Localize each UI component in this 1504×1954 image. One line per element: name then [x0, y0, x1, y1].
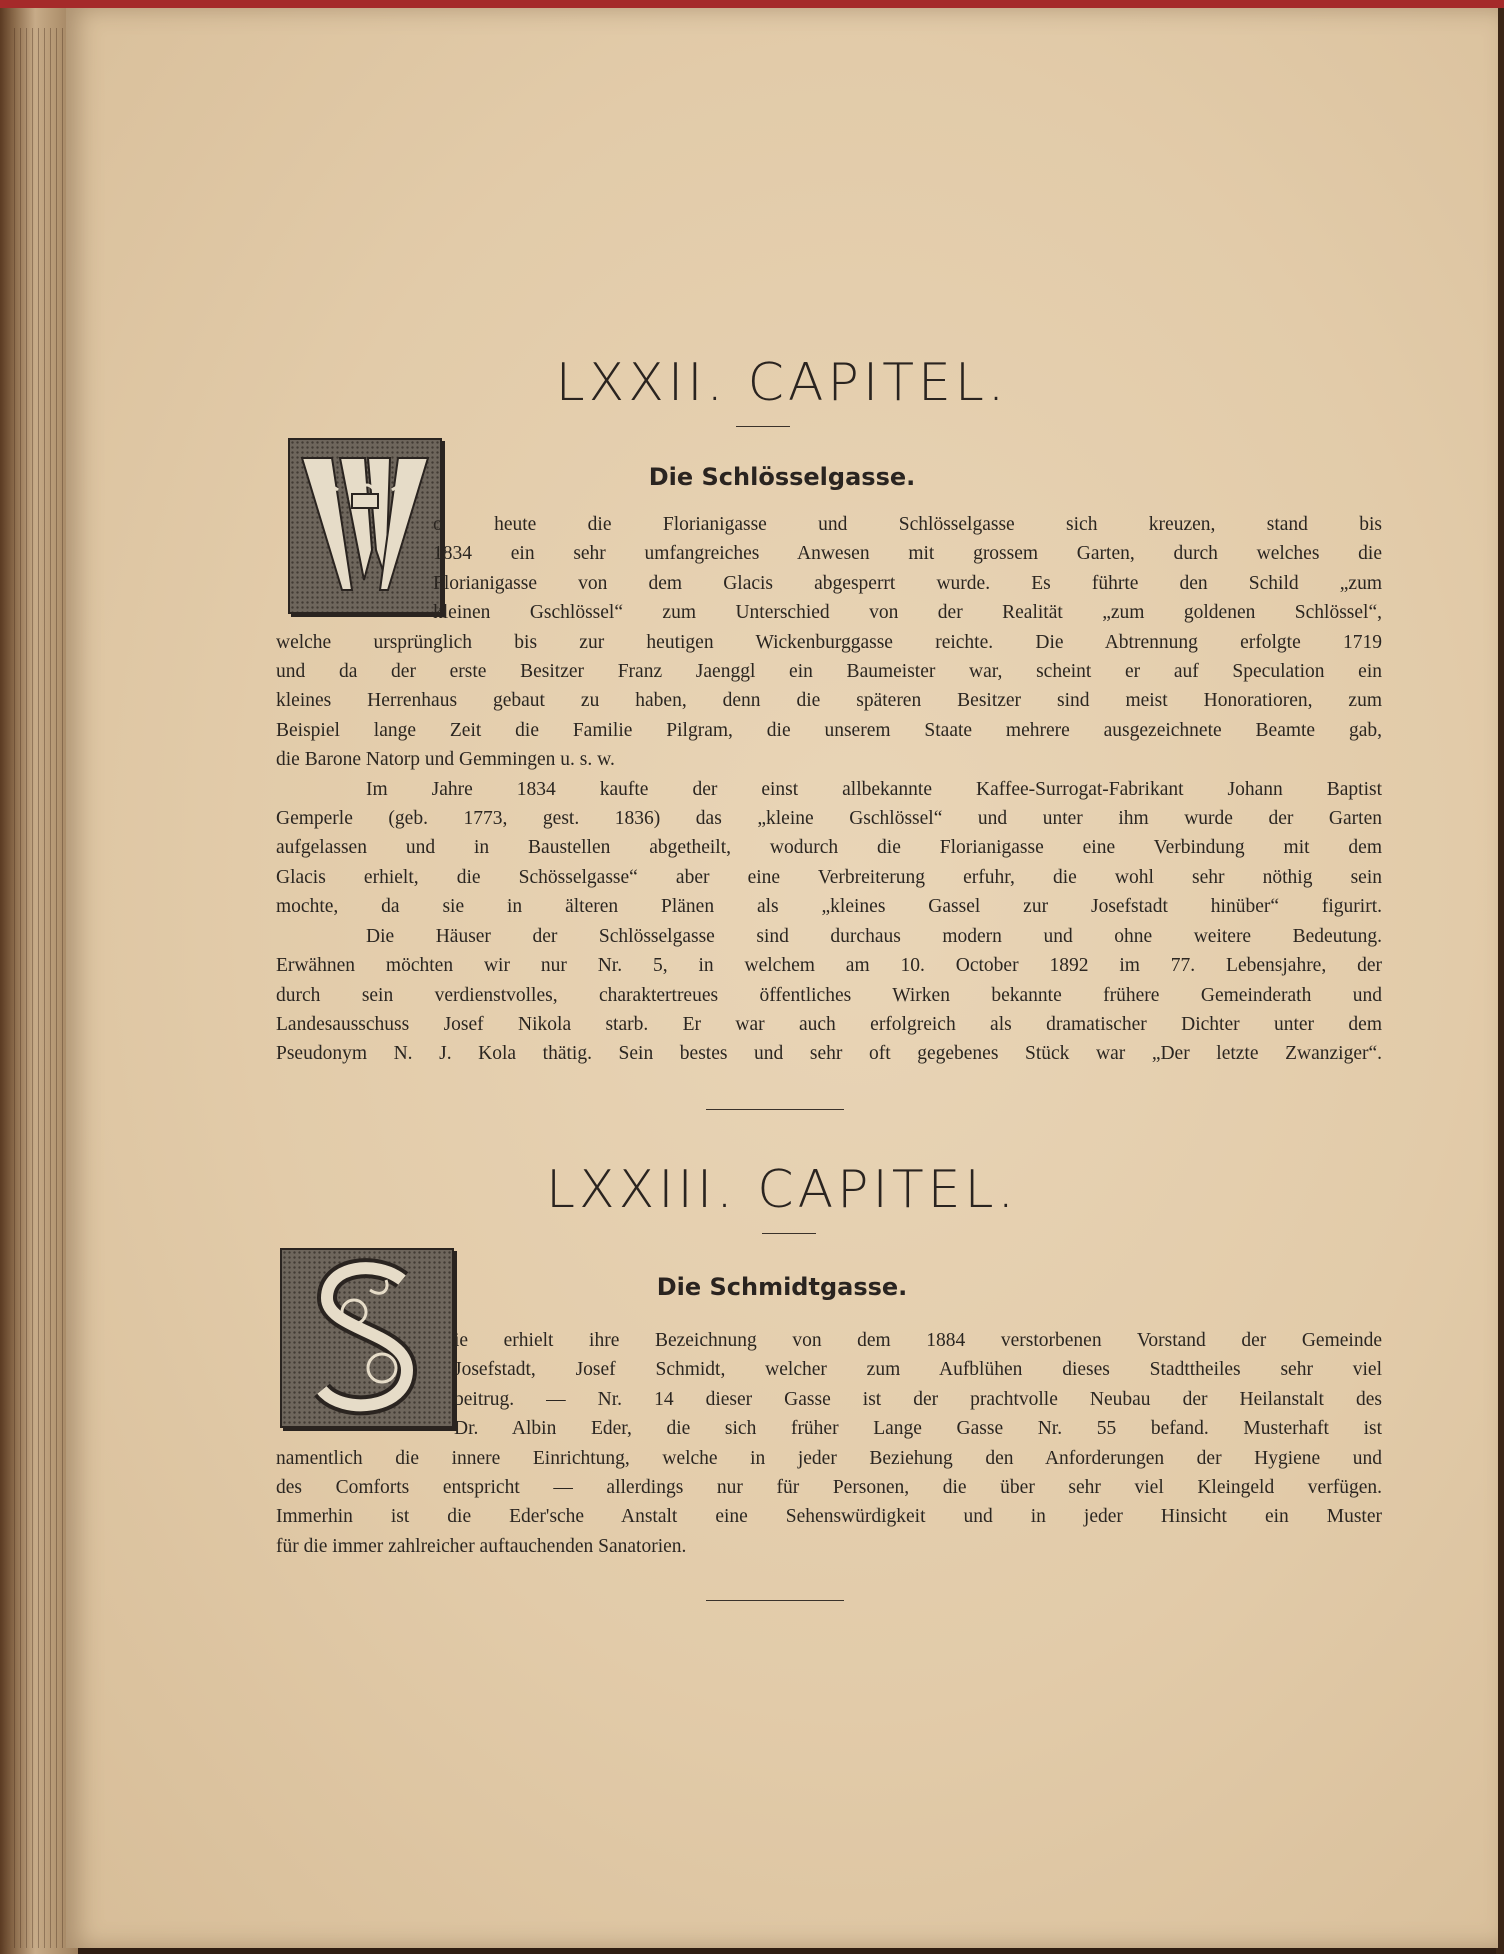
chapter-title-lxxii: LXXII. CAPITEL. [555, 353, 1009, 413]
book-page [66, 8, 1498, 1948]
text-line: Josefstadt, Josef Schmidt, welcher zum Aufblühen dieses Stadttheiles sehr viel [454, 1359, 1382, 1381]
text-line: mochte, da sie in älteren Plänen als „kleines Gassel zur Josefstadt hinüber“ figurirt. [276, 896, 1382, 918]
text-line: ie erhielt ihre Bezeichnung von dem 1884 verstorbenen Vorstand der Gemeinde [454, 1330, 1382, 1351]
text-line: Gemperle (geb. 1773, gest. 1836) das „kleine Gschlössel“ und unter ihm wurde der Garten [276, 808, 1382, 830]
text-line: Immerhin ist die Eder'sche Anstalt eine Sehenswürdigkeit und in jeder Hinsicht ein Muster [276, 1506, 1382, 1528]
text-line: Pseudonym N. J. Kola thätig. Sein bestes und sehr oft gegebenes Stück war „Der letzte Zwanziger“. [276, 1043, 1382, 1065]
chapter-lxxii-body [276, 510, 1382, 1069]
text-line: welche ursprünglich bis zur heutigen Wickenburggasse reichte. Die Abtrennung erfolgte 1719 [276, 631, 1382, 653]
section-divider [706, 1600, 844, 1601]
text-line: Glacis erhielt, die Schösselgasse“ aber eine Verbreiterung erfuhr, die wohl sehr nöthig sein [276, 866, 1382, 888]
chapter-lxxiii-body [276, 1326, 1382, 1561]
text-line: Erwähnen möchten wir nur Nr. 5, in welchem am 10. October 1892 im 77. Lebensjahre, der [276, 955, 1382, 977]
title-rule [736, 426, 790, 427]
text-line: Dr. Albin Eder, die sich früher Lange Gasse Nr. 55 befand. Musterhaft ist [454, 1418, 1382, 1440]
text-line: Im Jahre 1834 kaufte der einst allbekannte Kaffee-Surrogat-Fabrikant Johann Baptist [366, 778, 1382, 800]
text-line: kleinen Gschlössel“ zum Unterschied von der Realität „zum goldenen Schlössel“, [433, 602, 1382, 624]
text-line: durch sein verdienstvolles, charaktertreues öffentliches Wirken bekannte frühere Gemeinderath und [276, 984, 1382, 1006]
text-line: namentlich die innere Einrichtung, welche in jeder Beziehung den Anforderungen der Hygiene und [276, 1447, 1382, 1469]
section-title-schloesselgasse: Die Schlösselgasse. [648, 463, 916, 491]
text-line: des Comforts entspricht — allerdings nur für Personen, die über sehr viel Kleingeld verfügen. [276, 1477, 1382, 1499]
text-line: 1834 ein sehr umfangreiches Anwesen mit grossem Garten, durch welches die [433, 543, 1382, 565]
text-line: Beispiel lange Zeit die Familie Pilgram, die unserem Staate mehrere ausgezeichnete Beamte gab, [276, 719, 1382, 741]
section-title-schmidtgasse: Die Schmidtgasse. [656, 1273, 908, 1301]
page-edges [14, 28, 64, 1948]
text-line: kleines Herrenhaus gebaut zu haben, denn die späteren Besitzer sind meist Honoratioren, zum [276, 690, 1382, 712]
text-line: Landesausschuss Josef Nikola starb. Er war auch erfolgreich als dramatischer Dichter unter dem [276, 1013, 1382, 1035]
title-rule [762, 1233, 816, 1234]
text-line: beitrug. — Nr. 14 dieser Gasse ist der prachtvolle Neubau der Heilanstalt des [454, 1388, 1382, 1410]
text-line: o heute die Florianigasse und Schlösselgasse sich kreuzen, stand bis [433, 514, 1382, 535]
text-line: aufgelassen und in Baustellen abgetheilt, wodurch die Florianigasse eine Verbindung mit dem [276, 837, 1382, 859]
text-line: die Barone Natorp und Gemmingen u. s. w. [276, 749, 615, 771]
chapter-title-lxxiii: LXXIII. CAPITEL. [546, 1160, 1018, 1220]
text-line: Die Häuser der Schlösselgasse sind durchaus modern und ohne weitere Bedeutung. [366, 925, 1382, 947]
text-line: für die immer zahlreicher auftauchenden Sanatorien. [276, 1535, 687, 1557]
text-line: Florianigasse von dem Glacis abgesperrt wurde. Es führte den Schild „zum [433, 572, 1382, 594]
text-line: und da der erste Besitzer Franz Jaenggl ein Baumeister war, scheint er auf Speculation ein [276, 661, 1382, 683]
section-divider [706, 1109, 844, 1110]
